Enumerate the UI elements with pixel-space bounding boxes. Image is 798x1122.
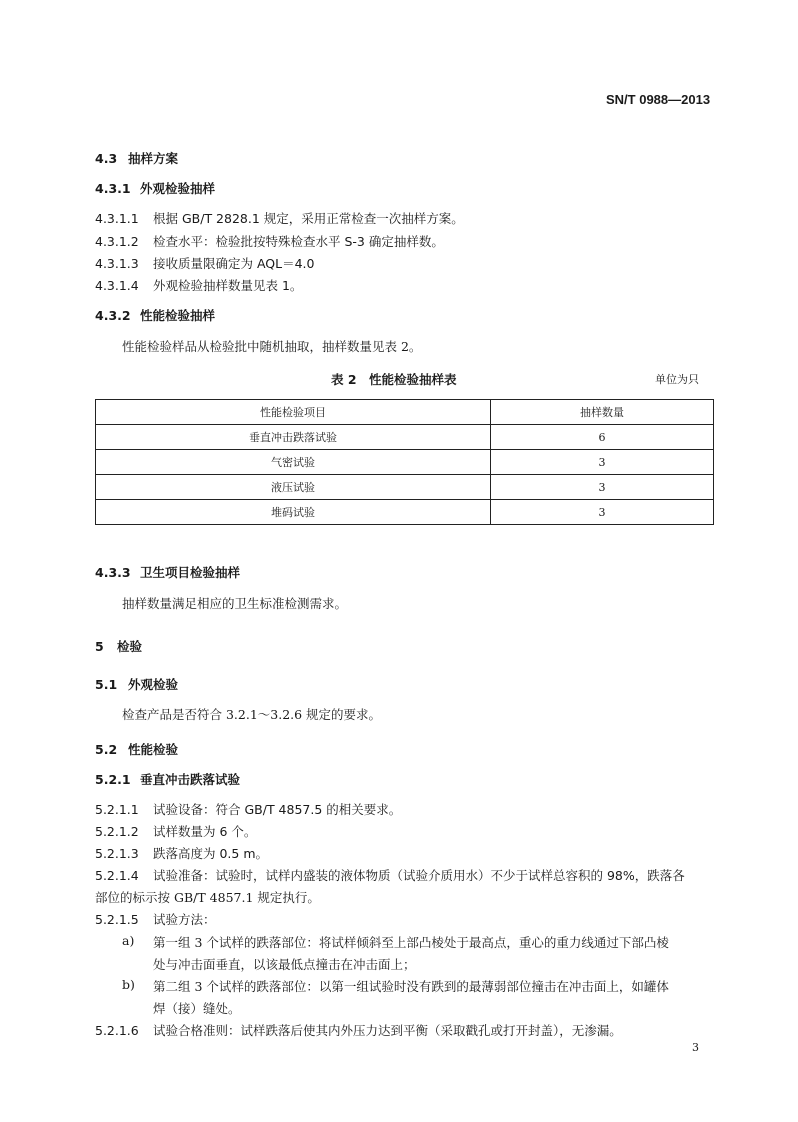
heading-number: 5.2	[95, 742, 118, 757]
paragraph-4-3-3: 抽样数量满足相应的卫生标准检测需求。	[122, 596, 348, 611]
heading-5-1	[95, 675, 178, 693]
clause-5-2-1-3	[95, 844, 268, 862]
clause-4-3-1-1	[95, 209, 464, 227]
heading-4-3-3	[95, 563, 240, 581]
clause-text: 试验合格准则：试样跌落后使其内外压力达到平衡（采取戳孔或打开封盖），无渗漏。	[153, 1023, 622, 1038]
heading-number: 4.3.2	[95, 308, 131, 323]
table-unit: 单位为只	[655, 373, 699, 386]
heading-title: 垂直冲击跌落试验	[140, 772, 241, 787]
heading-number: 4.3	[95, 151, 118, 166]
heading-title: 抽样方案	[128, 151, 179, 166]
heading-title: 外观检验抽样	[140, 181, 216, 196]
list-item-text: 第一组 3 个试样的跌落部位：将试样倾斜至上部凸棱处于最高点，重心的重力线通过下部凸棱	[153, 935, 669, 950]
heading-number: 4.3.1	[95, 181, 131, 196]
clause-text: 跌落高度为 0.5 m。	[153, 846, 269, 861]
heading-5	[95, 637, 142, 655]
table-cell-item: 堆码试验	[96, 500, 491, 525]
list-item-text-continued: 处与冲击面垂直，以该最低点撞击在冲击面上；	[153, 957, 416, 972]
clause-number: 4.3.1.2	[95, 234, 139, 249]
clause-5-2-1-2	[95, 822, 256, 840]
heading-4-3	[95, 149, 178, 167]
table-header-row	[96, 400, 714, 425]
clause-5-2-1-6	[95, 1021, 622, 1039]
clause-text: 检查水平：检验批按特殊检查水平 S-3 确定抽样数。	[153, 234, 444, 249]
clause-5-2-1-4	[95, 866, 685, 884]
standard-number: SN/T 0988—2013	[606, 92, 711, 107]
heading-title: 性能检验	[128, 742, 179, 757]
clause-text: 试样数量为 6 个。	[153, 824, 257, 839]
list-item-label: a)	[122, 933, 135, 948]
heading-5-2-1	[95, 770, 240, 788]
heading-4-3-1	[95, 179, 215, 197]
clause-text: 外观检验抽样数量见表 1。	[153, 278, 303, 293]
clause-text: 根据 GB/T 2828.1 规定，采用正常检查一次抽样方案。	[153, 211, 464, 226]
heading-4-3-2	[95, 306, 215, 324]
table-cell-qty: 3	[491, 450, 714, 475]
table-row	[96, 425, 714, 450]
heading-number: 4.3.3	[95, 565, 131, 580]
clause-number: 5.2.1.5	[95, 912, 139, 927]
clause-number: 5.2.1.1	[95, 802, 139, 817]
clause-number: 4.3.1.3	[95, 256, 139, 271]
table-cell-qty: 3	[491, 475, 714, 500]
clause-5-2-1-5	[95, 910, 216, 928]
clause-4-3-1-3	[95, 254, 315, 272]
clause-number: 4.3.1.1	[95, 211, 139, 226]
table-header-cell: 抽样数量	[491, 400, 714, 425]
heading-5-2	[95, 740, 178, 758]
table-cell-qty: 6	[491, 425, 714, 450]
heading-title: 检验	[117, 639, 143, 654]
table-row	[96, 500, 714, 525]
table-cell-item: 液压试验	[96, 475, 491, 500]
table-cell-qty: 3	[491, 500, 714, 525]
table-cell-item: 气密试验	[96, 450, 491, 475]
page-number: 3	[692, 1041, 699, 1054]
heading-number: 5.1	[95, 677, 118, 692]
clause-text: 接收质量限确定为 AQL＝4.0	[153, 256, 315, 271]
clause-number: 5.2.1.4	[95, 868, 139, 883]
table-row	[96, 450, 714, 475]
clause-text: 试验设备：符合 GB/T 4857.5 的相关要求。	[153, 802, 402, 817]
clause-4-3-1-2	[95, 232, 444, 250]
sampling-table	[95, 399, 714, 525]
clause-number: 5.2.1.3	[95, 846, 139, 861]
paragraph-4-3-2: 性能检验样品从检验批中随机抽取，抽样数量见表 2。	[122, 339, 422, 354]
list-item-text: 第二组 3 个试样的跌落部位：以第一组试验时没有跌到的最薄弱部位撞击在冲击面上，如罐体	[153, 979, 669, 994]
paragraph-5-1: 检查产品是否符合 3.2.1～3.2.6 规定的要求。	[122, 707, 382, 722]
heading-title: 外观检验	[128, 677, 179, 692]
table-row	[96, 475, 714, 500]
list-item-text-continued: 焊（接）缝处。	[153, 1001, 241, 1016]
table-cell-item: 垂直冲击跌落试验	[96, 425, 491, 450]
heading-number: 5	[95, 639, 104, 654]
clause-text: 试验准备：试验时，试样内盛装的液体物质（试验介质用水）不少于试样总容积的 98%，跌落各	[153, 868, 685, 883]
heading-number: 5.2.1	[95, 772, 131, 787]
clause-number: 5.2.1.6	[95, 1023, 139, 1038]
clause-text-continued: 部位的标示按 GB/T 4857.1 规定执行。	[95, 890, 320, 905]
heading-title: 性能检验抽样	[140, 308, 216, 323]
clause-5-2-1-1	[95, 800, 401, 818]
heading-title: 卫生项目检验抽样	[140, 565, 241, 580]
list-item-label: b)	[122, 977, 135, 992]
table-caption: 表 2 性能检验抽样表	[331, 372, 457, 387]
clause-number: 4.3.1.4	[95, 278, 139, 293]
table-header-cell: 性能检验项目	[96, 400, 491, 425]
clause-text: 试验方法：	[153, 912, 216, 927]
clause-4-3-1-4	[95, 276, 302, 294]
clause-number: 5.2.1.2	[95, 824, 139, 839]
